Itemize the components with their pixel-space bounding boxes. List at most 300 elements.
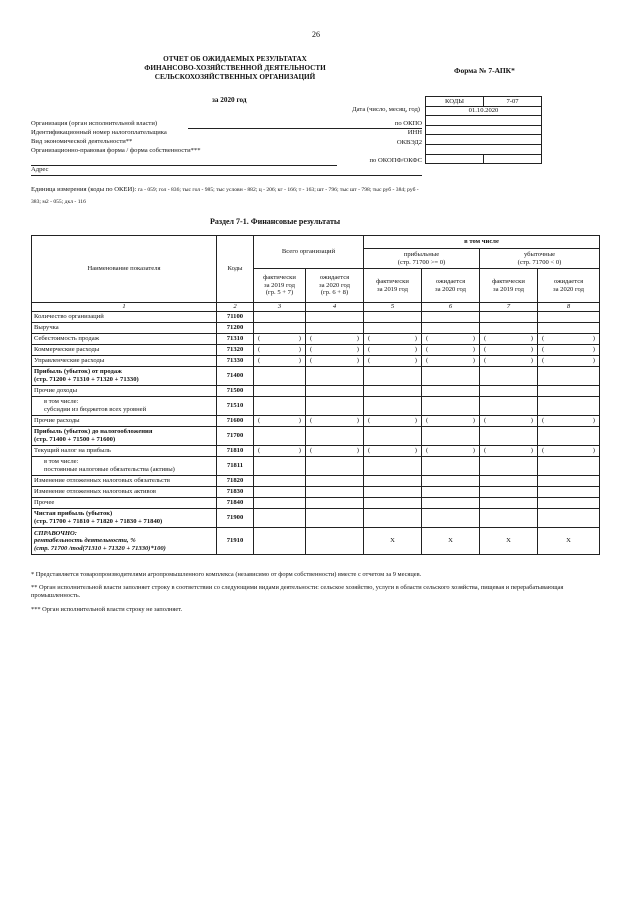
- row-code: 71810: [217, 446, 254, 457]
- row-name-line: Управленческие расходы: [34, 357, 105, 365]
- row-name: [32, 312, 217, 323]
- row-value-cell: [538, 367, 600, 386]
- actual-2019-total-header: [254, 269, 306, 303]
- row-value-cell: [422, 356, 480, 367]
- paren-open: (: [426, 346, 429, 354]
- organization-line: [188, 128, 422, 129]
- table-row: [32, 386, 600, 397]
- row-name: [32, 446, 217, 457]
- paren-close: ): [414, 357, 417, 365]
- unprofitable-label: убыточные: [523, 250, 556, 258]
- paren-close: ): [472, 417, 475, 425]
- paren-close: ): [592, 417, 595, 425]
- paren-close: ): [356, 447, 359, 455]
- table-row: [32, 367, 600, 386]
- paren-close: ): [530, 357, 533, 365]
- col-num-6: 6: [422, 303, 480, 312]
- row-name-line: Коммерческие расходы: [34, 346, 100, 354]
- okopf-value: [426, 154, 484, 164]
- date-value: 01.10.2020: [426, 106, 542, 116]
- paren-pair: [482, 417, 535, 425]
- okpo-label: по ОКПО: [394, 120, 422, 127]
- paren-open: (: [426, 335, 429, 343]
- row-name-line: Прибыль (убыток) от продаж: [34, 368, 122, 376]
- profitable-label: прибыльные: [403, 250, 440, 258]
- row-value-cell: [422, 416, 480, 427]
- table-row: [32, 416, 600, 427]
- expected-2020-unprofitable-label-2: за 2020 год: [552, 285, 585, 293]
- actual-2019-profitable-label-2: за 2019 год: [376, 285, 409, 293]
- paren-close: ): [356, 357, 359, 365]
- report-title-line-2: ФИНАНСОВО-ХОЗЯЙСТВЕННОЙ ДЕЯТЕЛЬНОСТИ: [144, 64, 326, 72]
- inn-label: ИНН: [407, 129, 422, 136]
- actual-2019-unprofitable-label-2: за 2019 год: [492, 285, 525, 293]
- row-value-cell: [364, 528, 422, 555]
- paren-pair: [308, 335, 361, 343]
- paren-pair: [256, 346, 303, 354]
- row-code: 71320: [217, 345, 254, 356]
- blank-value: [426, 144, 542, 154]
- profitable-condition: (стр. 71700 >= 0): [397, 258, 446, 266]
- row-value-cell: [254, 476, 306, 487]
- paren-pair: [308, 447, 361, 455]
- col-num-2: 2: [217, 303, 254, 312]
- row-value-cell: [422, 487, 480, 498]
- paren-pair: [482, 447, 535, 455]
- paren-pair: [424, 357, 477, 365]
- paren-pair: [540, 417, 597, 425]
- table-row: [32, 528, 600, 555]
- paren-open: (: [258, 417, 261, 425]
- row-value-cell: [480, 476, 538, 487]
- row-name-line: постоянные налоговые обязательства (активы): [44, 466, 175, 473]
- paren-close: ): [414, 417, 417, 425]
- paren-close: ): [298, 335, 301, 343]
- row-value-cell: [422, 397, 480, 416]
- row-value-cell: [364, 386, 422, 397]
- paren-pair: [482, 335, 535, 343]
- table-row: [32, 356, 600, 367]
- row-value-cell: [364, 397, 422, 416]
- row-value-cell: [480, 457, 538, 476]
- row-value-cell: [306, 312, 364, 323]
- paren-pair: [308, 357, 361, 365]
- codes-header: КОДЫ: [426, 97, 484, 107]
- paren-close: ): [472, 357, 475, 365]
- paren-open: (: [368, 417, 371, 425]
- paren-open: (: [542, 417, 545, 425]
- row-value-cell: [422, 367, 480, 386]
- unprofitable-header: [480, 249, 600, 269]
- row-value-cell: [538, 498, 600, 509]
- row-name: [32, 416, 217, 427]
- paren-pair: [256, 357, 303, 365]
- row-name: [32, 498, 217, 509]
- profitable-header: [364, 249, 480, 269]
- row-value-cell: [364, 427, 422, 446]
- paren-close: ): [414, 346, 417, 354]
- table-row: [32, 476, 600, 487]
- paren-pair: [540, 335, 597, 343]
- actual-2019-unprofitable-label-1: фактически: [492, 277, 525, 285]
- paren-pair: [482, 357, 535, 365]
- row-value-cell: [306, 487, 364, 498]
- paren-open: (: [258, 447, 261, 455]
- footnotes: [31, 571, 606, 619]
- row-value-cell: [254, 487, 306, 498]
- row-value-cell: [422, 476, 480, 487]
- row-code: 71820: [217, 476, 254, 487]
- row-value-cell: [306, 509, 364, 528]
- actual-2019-total-label-2: за 2019 год: [263, 281, 296, 289]
- row-value-cell: [364, 457, 422, 476]
- col-num-1: 1: [32, 303, 217, 312]
- including-header: в том числе: [364, 236, 600, 249]
- row-value-cell: [254, 312, 306, 323]
- paren-pair: [308, 346, 361, 354]
- row-value-cell: [480, 487, 538, 498]
- paren-close: ): [592, 357, 595, 365]
- row-name: [32, 476, 217, 487]
- row-name: [32, 427, 217, 446]
- okfs-value: [484, 154, 542, 164]
- row-value-cell: [480, 345, 538, 356]
- row-value-cell: [480, 323, 538, 334]
- paren-pair: [308, 417, 361, 425]
- expected-2020-profitable-label-2: за 2020 год: [434, 285, 467, 293]
- row-value-cell: [480, 356, 538, 367]
- row-value-cell: [306, 367, 364, 386]
- row-value-cell: [480, 386, 538, 397]
- paren-close: ): [472, 335, 475, 343]
- expected-2020-total-label-2: за 2020 год: [318, 281, 351, 289]
- row-value-cell: [254, 427, 306, 446]
- paren-close: ): [298, 417, 301, 425]
- row-value-cell: [254, 509, 306, 528]
- table-row: [32, 323, 600, 334]
- paren-open: (: [258, 346, 261, 354]
- row-value-cell: [364, 334, 422, 345]
- row-value-cell: [538, 509, 600, 528]
- activity-field: Вид экономической деятельности**: [31, 138, 133, 145]
- row-value-cell: [254, 334, 306, 345]
- expected-2020-total-label-3: (гр. 6 + 8): [320, 289, 349, 297]
- expected-2020-total-label-1: ожидается: [319, 274, 350, 282]
- row-value-cell: [306, 498, 364, 509]
- okved-value: [426, 135, 542, 145]
- row-name: [32, 397, 217, 416]
- paren-pair: [366, 417, 419, 425]
- codes-table: [425, 96, 542, 164]
- row-code: 71600: [217, 416, 254, 427]
- paren-pair: [256, 447, 303, 455]
- col-num-8: 8: [538, 303, 600, 312]
- row-name-line: (стр. 71700 + 71810 + 71820 + 71830 + 71840): [34, 518, 163, 525]
- units-label: Единица измерения (коды по ОКЕИ):: [31, 186, 137, 193]
- paren-close: ): [472, 447, 475, 455]
- row-value-cell: [254, 356, 306, 367]
- row-value-cell: [538, 427, 600, 446]
- units-list: га - 059; гол - 836; тыс гол - 985; тыс условн - 882; ц - 206; кг - 166; т - 163; шт - 796; тыс шт - 798; тыс руб - 384; руб -: [137, 187, 419, 193]
- row-value-cell: [538, 334, 600, 345]
- table-row: [32, 334, 600, 345]
- footnote-1: * Представляется товаропроизводителями агропромышленного комплекса (независимо от форм собственности) вместе с отчетом за 9 месяцев.: [31, 571, 422, 578]
- paren-open: (: [426, 447, 429, 455]
- actual-2019-total-label-1: фактически: [263, 274, 296, 282]
- row-value-cell: [364, 356, 422, 367]
- row-value-cell: [254, 323, 306, 334]
- row-value-cell: [364, 476, 422, 487]
- row-value-cell: [538, 345, 600, 356]
- row-value-cell: [254, 367, 306, 386]
- table-row: [32, 487, 600, 498]
- row-name-line: (стр. 71200 + 71310 + 71320 + 71330): [34, 376, 139, 383]
- row-value-cell: [538, 528, 600, 555]
- row-name-line: Выручка: [34, 324, 59, 332]
- paren-open: (: [368, 447, 371, 455]
- paren-pair: [424, 335, 477, 343]
- paren-pair: [540, 346, 597, 354]
- paren-open: (: [542, 346, 545, 354]
- organization-field: Организация (орган исполнительной власти): [31, 120, 158, 127]
- row-code: 71840: [217, 498, 254, 509]
- row-name: [32, 457, 217, 476]
- row-name: [32, 345, 217, 356]
- paren-open: (: [310, 346, 313, 354]
- paren-open: (: [542, 357, 545, 365]
- row-value-cell: [422, 498, 480, 509]
- row-code: 71500: [217, 386, 254, 397]
- row-value-cell: [422, 386, 480, 397]
- row-name-line: Изменение отложенных налоговых активов: [34, 488, 156, 496]
- row-value-cell: [422, 427, 480, 446]
- financial-results-table: [31, 235, 600, 555]
- row-name: [32, 356, 217, 367]
- row-value-cell: [480, 334, 538, 345]
- paren-pair: [540, 447, 597, 455]
- paren-close: ): [530, 346, 533, 354]
- row-value-cell: [306, 345, 364, 356]
- table-row: [32, 427, 600, 446]
- form-number: Форма № 7-АПК*: [454, 66, 515, 75]
- paren-open: (: [368, 346, 371, 354]
- row-value-cell: [364, 498, 422, 509]
- row-value-cell: [254, 498, 306, 509]
- row-value-cell: [538, 323, 600, 334]
- row-value-cell: [538, 457, 600, 476]
- row-value-cell: [306, 323, 364, 334]
- report-title-line-3: СЕЛЬСКОХОЗЯЙСТВЕННЫХ ОРГАНИЗАЦИЙ: [154, 73, 316, 81]
- paren-open: (: [484, 346, 487, 354]
- table-row: [32, 457, 600, 476]
- row-name-line: СПРАВОЧНО:: [34, 529, 77, 537]
- paren-pair: [540, 357, 597, 365]
- paren-pair: [482, 346, 535, 354]
- paren-open: (: [484, 357, 487, 365]
- row-value-cell: [480, 416, 538, 427]
- table-row: [32, 345, 600, 356]
- expected-2020-profitable-label-1: ожидается: [435, 277, 466, 285]
- row-name-line: Себестоимость продаж: [34, 335, 100, 343]
- paren-pair: [256, 417, 303, 425]
- row-name-line: Прочие доходы: [34, 387, 78, 395]
- paren-close: ): [530, 335, 533, 343]
- row-name: [32, 386, 217, 397]
- paren-close: ): [592, 447, 595, 455]
- paren-close: ): [356, 417, 359, 425]
- okpo-value: [426, 116, 542, 126]
- actual-2019-total-label-3: (гр. 5 + 7): [265, 289, 294, 297]
- row-value-cell: [538, 446, 600, 457]
- row-value-cell: [480, 397, 538, 416]
- row-value-cell: [364, 345, 422, 356]
- x-mark: X: [448, 537, 453, 545]
- row-value-cell: [254, 345, 306, 356]
- paren-pair: [424, 447, 477, 455]
- row-value-cell: [422, 345, 480, 356]
- expected-2020-unprofitable-header: [538, 269, 600, 303]
- paren-open: (: [542, 447, 545, 455]
- row-value-cell: [306, 528, 364, 555]
- row-name-line: Прочее: [34, 499, 55, 507]
- row-value-cell: [422, 446, 480, 457]
- x-mark: X: [566, 537, 571, 545]
- row-value-cell: [538, 397, 600, 416]
- row-name: [32, 509, 217, 528]
- col-codes-header: Коды: [217, 236, 254, 303]
- row-value-cell: [306, 397, 364, 416]
- paren-close: ): [298, 447, 301, 455]
- row-value-cell: [538, 487, 600, 498]
- actual-2019-profitable-header: [364, 269, 422, 303]
- row-value-cell: [538, 386, 600, 397]
- table-body: [32, 312, 600, 555]
- table-row: [32, 397, 600, 416]
- row-code: 71400: [217, 367, 254, 386]
- x-mark: X: [390, 537, 395, 545]
- row-name: [32, 528, 217, 555]
- paren-close: ): [298, 357, 301, 365]
- row-value-cell: [364, 312, 422, 323]
- paren-pair: [366, 335, 419, 343]
- table-row: [32, 312, 600, 323]
- row-code: 71910: [217, 528, 254, 555]
- row-name-line: Прочие расходы: [34, 417, 80, 425]
- paren-open: (: [484, 335, 487, 343]
- col-num-4: 4: [306, 303, 364, 312]
- row-value-cell: [306, 446, 364, 457]
- row-value-cell: [480, 446, 538, 457]
- paren-close: ): [414, 335, 417, 343]
- x-mark: X: [506, 537, 511, 545]
- row-value-cell: [254, 386, 306, 397]
- page-number: 26: [312, 30, 320, 39]
- row-value-cell: [254, 416, 306, 427]
- row-code: 71510: [217, 397, 254, 416]
- paren-pair: [424, 417, 477, 425]
- row-value-cell: [306, 334, 364, 345]
- paren-close: ): [298, 346, 301, 354]
- row-value-cell: [254, 457, 306, 476]
- actual-2019-unprofitable-header: [480, 269, 538, 303]
- units-of-measure: [31, 184, 611, 208]
- expected-2020-unprofitable-label-1: ожидается: [553, 277, 584, 285]
- paren-open: (: [258, 335, 261, 343]
- row-value-cell: [306, 476, 364, 487]
- expected-2020-profitable-header: [422, 269, 480, 303]
- okopf-label: по ОКОПФ/ОКФС: [369, 157, 422, 164]
- row-value-cell: [364, 367, 422, 386]
- paren-open: (: [310, 447, 313, 455]
- row-value-cell: [364, 487, 422, 498]
- paren-open: (: [542, 335, 545, 343]
- row-name: [32, 367, 217, 386]
- row-value-cell: [306, 457, 364, 476]
- row-value-cell: [364, 509, 422, 528]
- table-row: [32, 509, 600, 528]
- row-name-line: в том числе:: [44, 458, 79, 466]
- legal-form-field: Организационно-правовая форма / форма собственности***: [31, 147, 201, 154]
- row-value-cell: [306, 386, 364, 397]
- paren-open: (: [426, 417, 429, 425]
- paren-open: (: [484, 417, 487, 425]
- paren-pair: [366, 346, 419, 354]
- row-value-cell: [422, 457, 480, 476]
- inn-value: [426, 125, 542, 135]
- row-name: [32, 334, 217, 345]
- table-row: [32, 498, 600, 509]
- row-name: [32, 323, 217, 334]
- paren-open: (: [258, 357, 261, 365]
- row-value-cell: [306, 427, 364, 446]
- paren-close: ): [530, 447, 533, 455]
- date-label: Дата (число, месяц, год): [352, 106, 420, 113]
- row-value-cell: [538, 312, 600, 323]
- row-value-cell: [306, 416, 364, 427]
- row-code: 71830: [217, 487, 254, 498]
- row-code: 71310: [217, 334, 254, 345]
- row-value-cell: [422, 334, 480, 345]
- row-name-line: в том числе:: [44, 398, 79, 406]
- paren-open: (: [310, 335, 313, 343]
- row-value-cell: [254, 446, 306, 457]
- expected-2020-total-header: [306, 269, 364, 303]
- row-code: 71100: [217, 312, 254, 323]
- row-value-cell: [538, 416, 600, 427]
- row-code: 71330: [217, 356, 254, 367]
- row-name-line: Чистая прибыль (убыток): [34, 510, 113, 518]
- row-value-cell: [538, 476, 600, 487]
- row-value-cell: [254, 528, 306, 555]
- row-name-line: (стр. 71400 + 71500 + 71600): [34, 436, 116, 443]
- paren-close: ): [592, 346, 595, 354]
- paren-open: (: [310, 357, 313, 365]
- row-value-cell: [538, 356, 600, 367]
- footnote-2: ** Орган исполнительной власти заполняет строку в соответствии со следующими видами деятельности: сельское хозяйство, услуги в области сельского хозяйства, пищевая и перерабатывающая промышленность.: [31, 584, 564, 600]
- row-name-line: рентабельность деятельности, %: [34, 537, 136, 545]
- row-name-line: Изменение отложенных налоговых обязательств: [34, 477, 170, 485]
- paren-close: ): [592, 335, 595, 343]
- all-orgs-header: Всего организаций: [254, 236, 364, 269]
- paren-open: (: [310, 417, 313, 425]
- row-value-cell: [480, 312, 538, 323]
- paren-open: (: [484, 447, 487, 455]
- table-row: [32, 446, 600, 457]
- row-code: 71700: [217, 427, 254, 446]
- paren-pair: [256, 335, 303, 343]
- row-value-cell: [254, 397, 306, 416]
- row-value-cell: [422, 323, 480, 334]
